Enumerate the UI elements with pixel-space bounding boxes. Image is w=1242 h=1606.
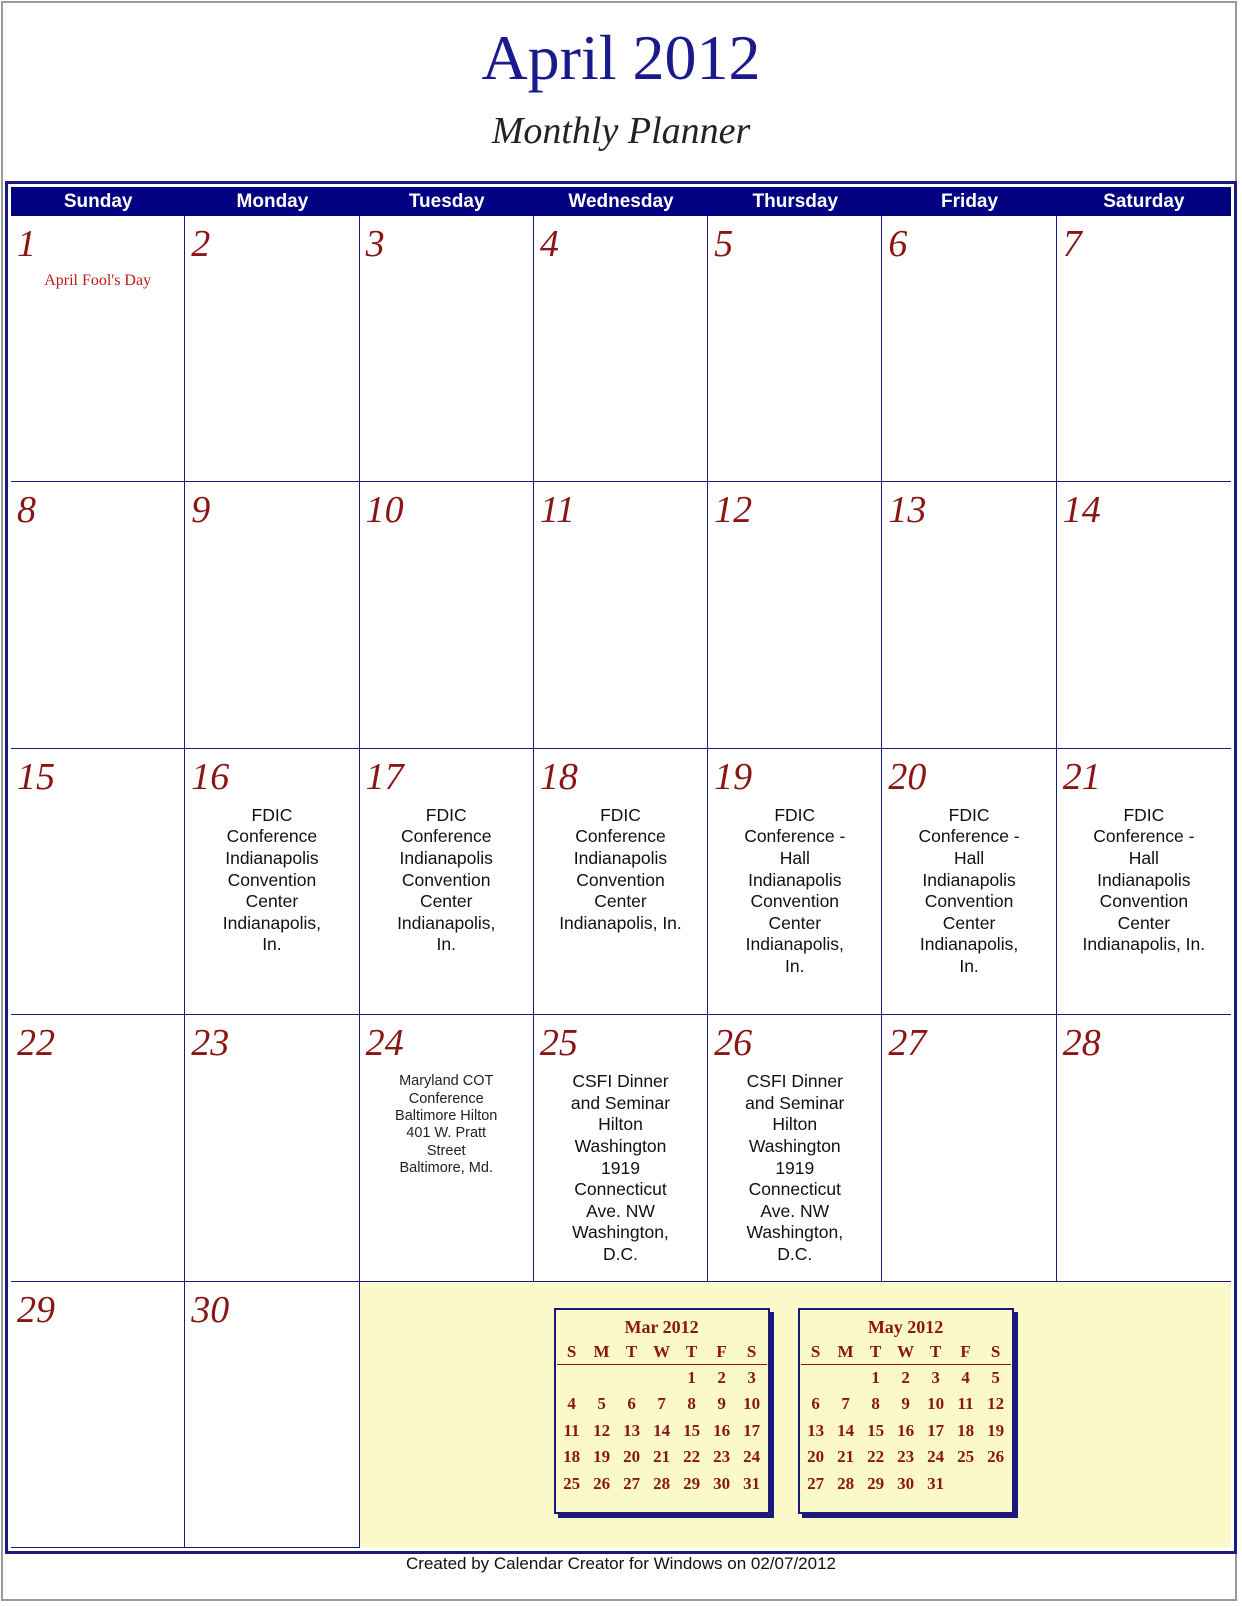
- day-cell-29[interactable]: [11, 1282, 185, 1548]
- day-number: 30: [191, 1288, 230, 1331]
- event-text: FDIC Conference Indianapolis Convention Center Indianapolis, In.: [397, 804, 496, 955]
- weekday-header-sunday: Sunday: [63, 191, 133, 212]
- mini-calendar-title: Mar 2012: [624, 1316, 699, 1337]
- day-cell-28[interactable]: [1057, 1015, 1231, 1281]
- mini-weekday-header: S: [981, 1340, 1011, 1365]
- day-number: 21: [1062, 755, 1101, 798]
- mini-weekday-header: M: [831, 1340, 861, 1365]
- mini-day: 29: [683, 1473, 701, 1493]
- mini-day: 30: [713, 1473, 731, 1493]
- day-cell-11[interactable]: [534, 482, 708, 748]
- mini-day: 11: [563, 1420, 580, 1440]
- day-cell-9[interactable]: [185, 482, 359, 748]
- day-number: 18: [539, 755, 578, 798]
- mini-day: [981, 1471, 1011, 1498]
- mini-day: 8: [871, 1394, 880, 1414]
- mini-day: 22: [683, 1447, 701, 1467]
- day-number: 16: [191, 755, 230, 798]
- day-number: 6: [888, 223, 908, 265]
- mini-day: 4: [961, 1367, 970, 1387]
- mini-day: [587, 1364, 617, 1391]
- mini-day: 1: [687, 1367, 696, 1387]
- mini-weekday-header: T: [677, 1340, 707, 1365]
- day-cell-26[interactable]: [708, 1015, 882, 1281]
- day-number: 19: [714, 755, 753, 798]
- day-number: 12: [714, 489, 753, 532]
- mini-day: 21: [653, 1447, 671, 1467]
- mini-day: [951, 1471, 981, 1498]
- mini-day: 13: [623, 1420, 641, 1440]
- day-cell-27[interactable]: [882, 1015, 1056, 1281]
- mini-day: 7: [841, 1394, 850, 1414]
- mini-day: 14: [837, 1420, 855, 1440]
- day-cell-13[interactable]: [882, 482, 1056, 748]
- day-number: 28: [1062, 1022, 1101, 1065]
- event-text: FDIC Conference - Hall Indianapolis Convention Center Indianapolis, In.: [918, 804, 1020, 976]
- day-cell-30[interactable]: [185, 1282, 359, 1548]
- event-text: CSFI Dinner and Seminar Hilton Washington 1919 Connecticut Ave. NW Washington, D.C.: [745, 1071, 845, 1264]
- day-number: 9: [191, 489, 211, 532]
- mini-day: 9: [901, 1394, 910, 1414]
- page-title: April 2012: [481, 22, 761, 93]
- mini-day: 18: [563, 1447, 581, 1467]
- mini-day: 12: [593, 1420, 611, 1440]
- mini-calendar-title: May 2012: [867, 1316, 944, 1337]
- mini-day: 28: [837, 1473, 855, 1493]
- day-number: 1: [17, 223, 36, 265]
- mini-weekday-header: W: [891, 1340, 921, 1365]
- mini-day: 19: [593, 1447, 611, 1467]
- weekday-header-thursday: Thursday: [752, 191, 839, 212]
- mini-weekday-header: F: [951, 1340, 981, 1365]
- day-cell-25[interactable]: [534, 1015, 708, 1281]
- weekday-header-row: [11, 187, 1231, 216]
- mini-day: 10: [927, 1394, 945, 1414]
- mini-weekday-header: S: [737, 1340, 767, 1365]
- mini-day: 16: [897, 1420, 915, 1440]
- mini-day: 20: [807, 1447, 825, 1467]
- mini-day: 8: [687, 1394, 696, 1414]
- event-text: FDIC Conference - Hall Indianapolis Convention Center Indianapolis, In.: [744, 804, 846, 976]
- day-number: 5: [714, 223, 734, 265]
- mini-weekday-header: M: [587, 1340, 617, 1365]
- mini-weekday-header: F: [707, 1340, 737, 1365]
- mini-day: 31: [927, 1473, 945, 1493]
- mini-day: 3: [931, 1367, 940, 1387]
- mini-day: 24: [927, 1447, 945, 1467]
- calendar-frame: [5, 181, 1237, 1554]
- mini-day: 5: [991, 1367, 1000, 1387]
- mini-day: [801, 1364, 831, 1391]
- mini-day: 23: [897, 1447, 915, 1467]
- day-cell-23[interactable]: [185, 1015, 359, 1281]
- day-cell-19[interactable]: [708, 749, 882, 1015]
- day-number: 20: [888, 755, 927, 798]
- mini-day: 21: [837, 1447, 855, 1467]
- mini-day: 17: [927, 1420, 945, 1440]
- day-cell-7[interactable]: [1057, 216, 1231, 482]
- day-cell-17[interactable]: [360, 749, 534, 1015]
- day-cell-5[interactable]: [708, 216, 882, 482]
- mini-calendar-may-2012: [798, 1308, 1014, 1514]
- mini-calendars-area: [360, 1282, 1231, 1548]
- page-subtitle: Monthly Planner: [491, 110, 751, 152]
- day-cell-24[interactable]: [360, 1015, 534, 1281]
- footer-credit: Created by Calendar Creator for Windows on 02/07/2012: [406, 1554, 836, 1573]
- mini-day: 2: [901, 1367, 910, 1387]
- mini-day: 22: [867, 1447, 885, 1467]
- day-cell-6[interactable]: [882, 216, 1056, 482]
- mini-day: 25: [957, 1447, 975, 1467]
- mini-day: 29: [867, 1473, 885, 1493]
- day-cell-1[interactable]: [11, 216, 185, 482]
- day-cell-20[interactable]: [882, 749, 1056, 1015]
- day-number: 29: [17, 1288, 55, 1331]
- mini-day: 2: [717, 1367, 726, 1387]
- mini-day: 27: [807, 1473, 825, 1493]
- day-cell-18[interactable]: [534, 749, 708, 1015]
- mini-day: 10: [743, 1394, 761, 1414]
- mini-day: 30: [897, 1473, 915, 1493]
- mini-calendar-mar-2012: [554, 1308, 770, 1514]
- mini-day: 14: [653, 1420, 671, 1440]
- mini-day: [647, 1364, 677, 1391]
- mini-day: 1: [871, 1367, 880, 1387]
- mini-day: 3: [747, 1367, 756, 1387]
- day-number: 26: [714, 1022, 753, 1065]
- day-cell-12[interactable]: [708, 482, 882, 748]
- mini-day: 12: [987, 1394, 1005, 1414]
- day-cell-10[interactable]: [360, 482, 534, 748]
- day-number: 8: [17, 489, 36, 532]
- weekday-header-wednesday: Wednesday: [568, 191, 674, 212]
- weekday-header-saturday: Saturday: [1103, 191, 1185, 212]
- weekday-header-tuesday: Tuesday: [408, 191, 485, 212]
- mini-day: 7: [657, 1394, 666, 1414]
- mini-weekday-header: T: [617, 1340, 647, 1365]
- weekday-header-friday: Friday: [941, 191, 999, 212]
- mini-day: 17: [743, 1420, 761, 1440]
- mini-day: 20: [623, 1447, 641, 1467]
- event-text: CSFI Dinner and Seminar Hilton Washington 1919 Connecticut Ave. NW Washington, D.C.: [570, 1071, 671, 1264]
- mini-day: 15: [867, 1420, 885, 1440]
- day-number: 11: [539, 489, 576, 532]
- day-number: 24: [365, 1022, 404, 1065]
- mini-day: 28: [653, 1473, 671, 1493]
- day-cell-21[interactable]: [1057, 749, 1231, 1015]
- mini-day: 6: [627, 1394, 636, 1414]
- day-number: 4: [539, 223, 559, 265]
- day-number: 17: [365, 755, 404, 798]
- mini-day: 13: [807, 1420, 825, 1440]
- mini-day: 26: [593, 1473, 611, 1493]
- mini-day: [617, 1364, 647, 1391]
- day-number: 25: [539, 1022, 578, 1065]
- mini-day: 25: [563, 1473, 581, 1493]
- mini-day: [557, 1364, 587, 1391]
- mini-weekday-header: W: [647, 1340, 677, 1365]
- event-text: FDIC Conference Indianapolis Convention Center Indianapolis, In.: [222, 804, 322, 955]
- mini-weekday-header: T: [921, 1340, 951, 1365]
- event-text: Maryland COT Conference Baltimore Hilton 401 W. Pratt Street Baltimore, Md.: [395, 1073, 498, 1177]
- event-text: FDIC Conference - Hall Indianapolis Convention Center Indianapolis, In.: [1082, 804, 1206, 955]
- mini-day: 11: [957, 1394, 974, 1414]
- mini-day: 15: [683, 1420, 701, 1440]
- day-number: 27: [888, 1022, 927, 1065]
- mini-day: 26: [987, 1447, 1005, 1467]
- mini-weekday-header: S: [557, 1340, 587, 1365]
- mini-day: 6: [811, 1394, 820, 1414]
- day-cell-8[interactable]: [11, 482, 185, 748]
- mini-day: 23: [713, 1447, 731, 1467]
- day-number: 13: [888, 489, 927, 532]
- mini-day: 9: [717, 1394, 726, 1414]
- mini-weekday-header: S: [801, 1340, 831, 1365]
- mini-day: 16: [713, 1420, 731, 1440]
- mini-day: 31: [743, 1473, 761, 1493]
- day-cell-14[interactable]: [1057, 482, 1231, 748]
- day-cell-16[interactable]: [185, 749, 359, 1015]
- mini-day: 27: [623, 1473, 641, 1493]
- mini-day: 4: [567, 1394, 576, 1414]
- day-cell-4[interactable]: [534, 216, 708, 482]
- mini-day: 5: [597, 1394, 606, 1414]
- day-number: 7: [1062, 223, 1082, 265]
- day-number: 15: [17, 755, 55, 798]
- mini-day: [831, 1364, 861, 1391]
- day-cell-15[interactable]: [11, 749, 185, 1015]
- weekday-header-monday: Monday: [236, 191, 309, 212]
- day-cell-3[interactable]: [360, 216, 534, 482]
- day-number: 3: [365, 223, 385, 265]
- day-number: 22: [17, 1022, 55, 1065]
- day-number: 10: [365, 489, 404, 532]
- mini-weekday-header: T: [861, 1340, 891, 1365]
- event-text: FDIC Conference Indianapolis Convention Center Indianapolis, In.: [559, 804, 682, 933]
- mini-day: 18: [957, 1420, 975, 1440]
- mini-day: 24: [743, 1447, 761, 1467]
- day-number: 14: [1062, 489, 1101, 532]
- day-cell-2[interactable]: [185, 216, 359, 482]
- mini-day: 19: [987, 1420, 1005, 1440]
- day-number: 23: [191, 1022, 230, 1065]
- day-cell-22[interactable]: [11, 1015, 185, 1281]
- month-grid: [11, 216, 1231, 1548]
- day-number: 2: [191, 223, 211, 265]
- holiday-label: April Fool's Day: [44, 272, 152, 289]
